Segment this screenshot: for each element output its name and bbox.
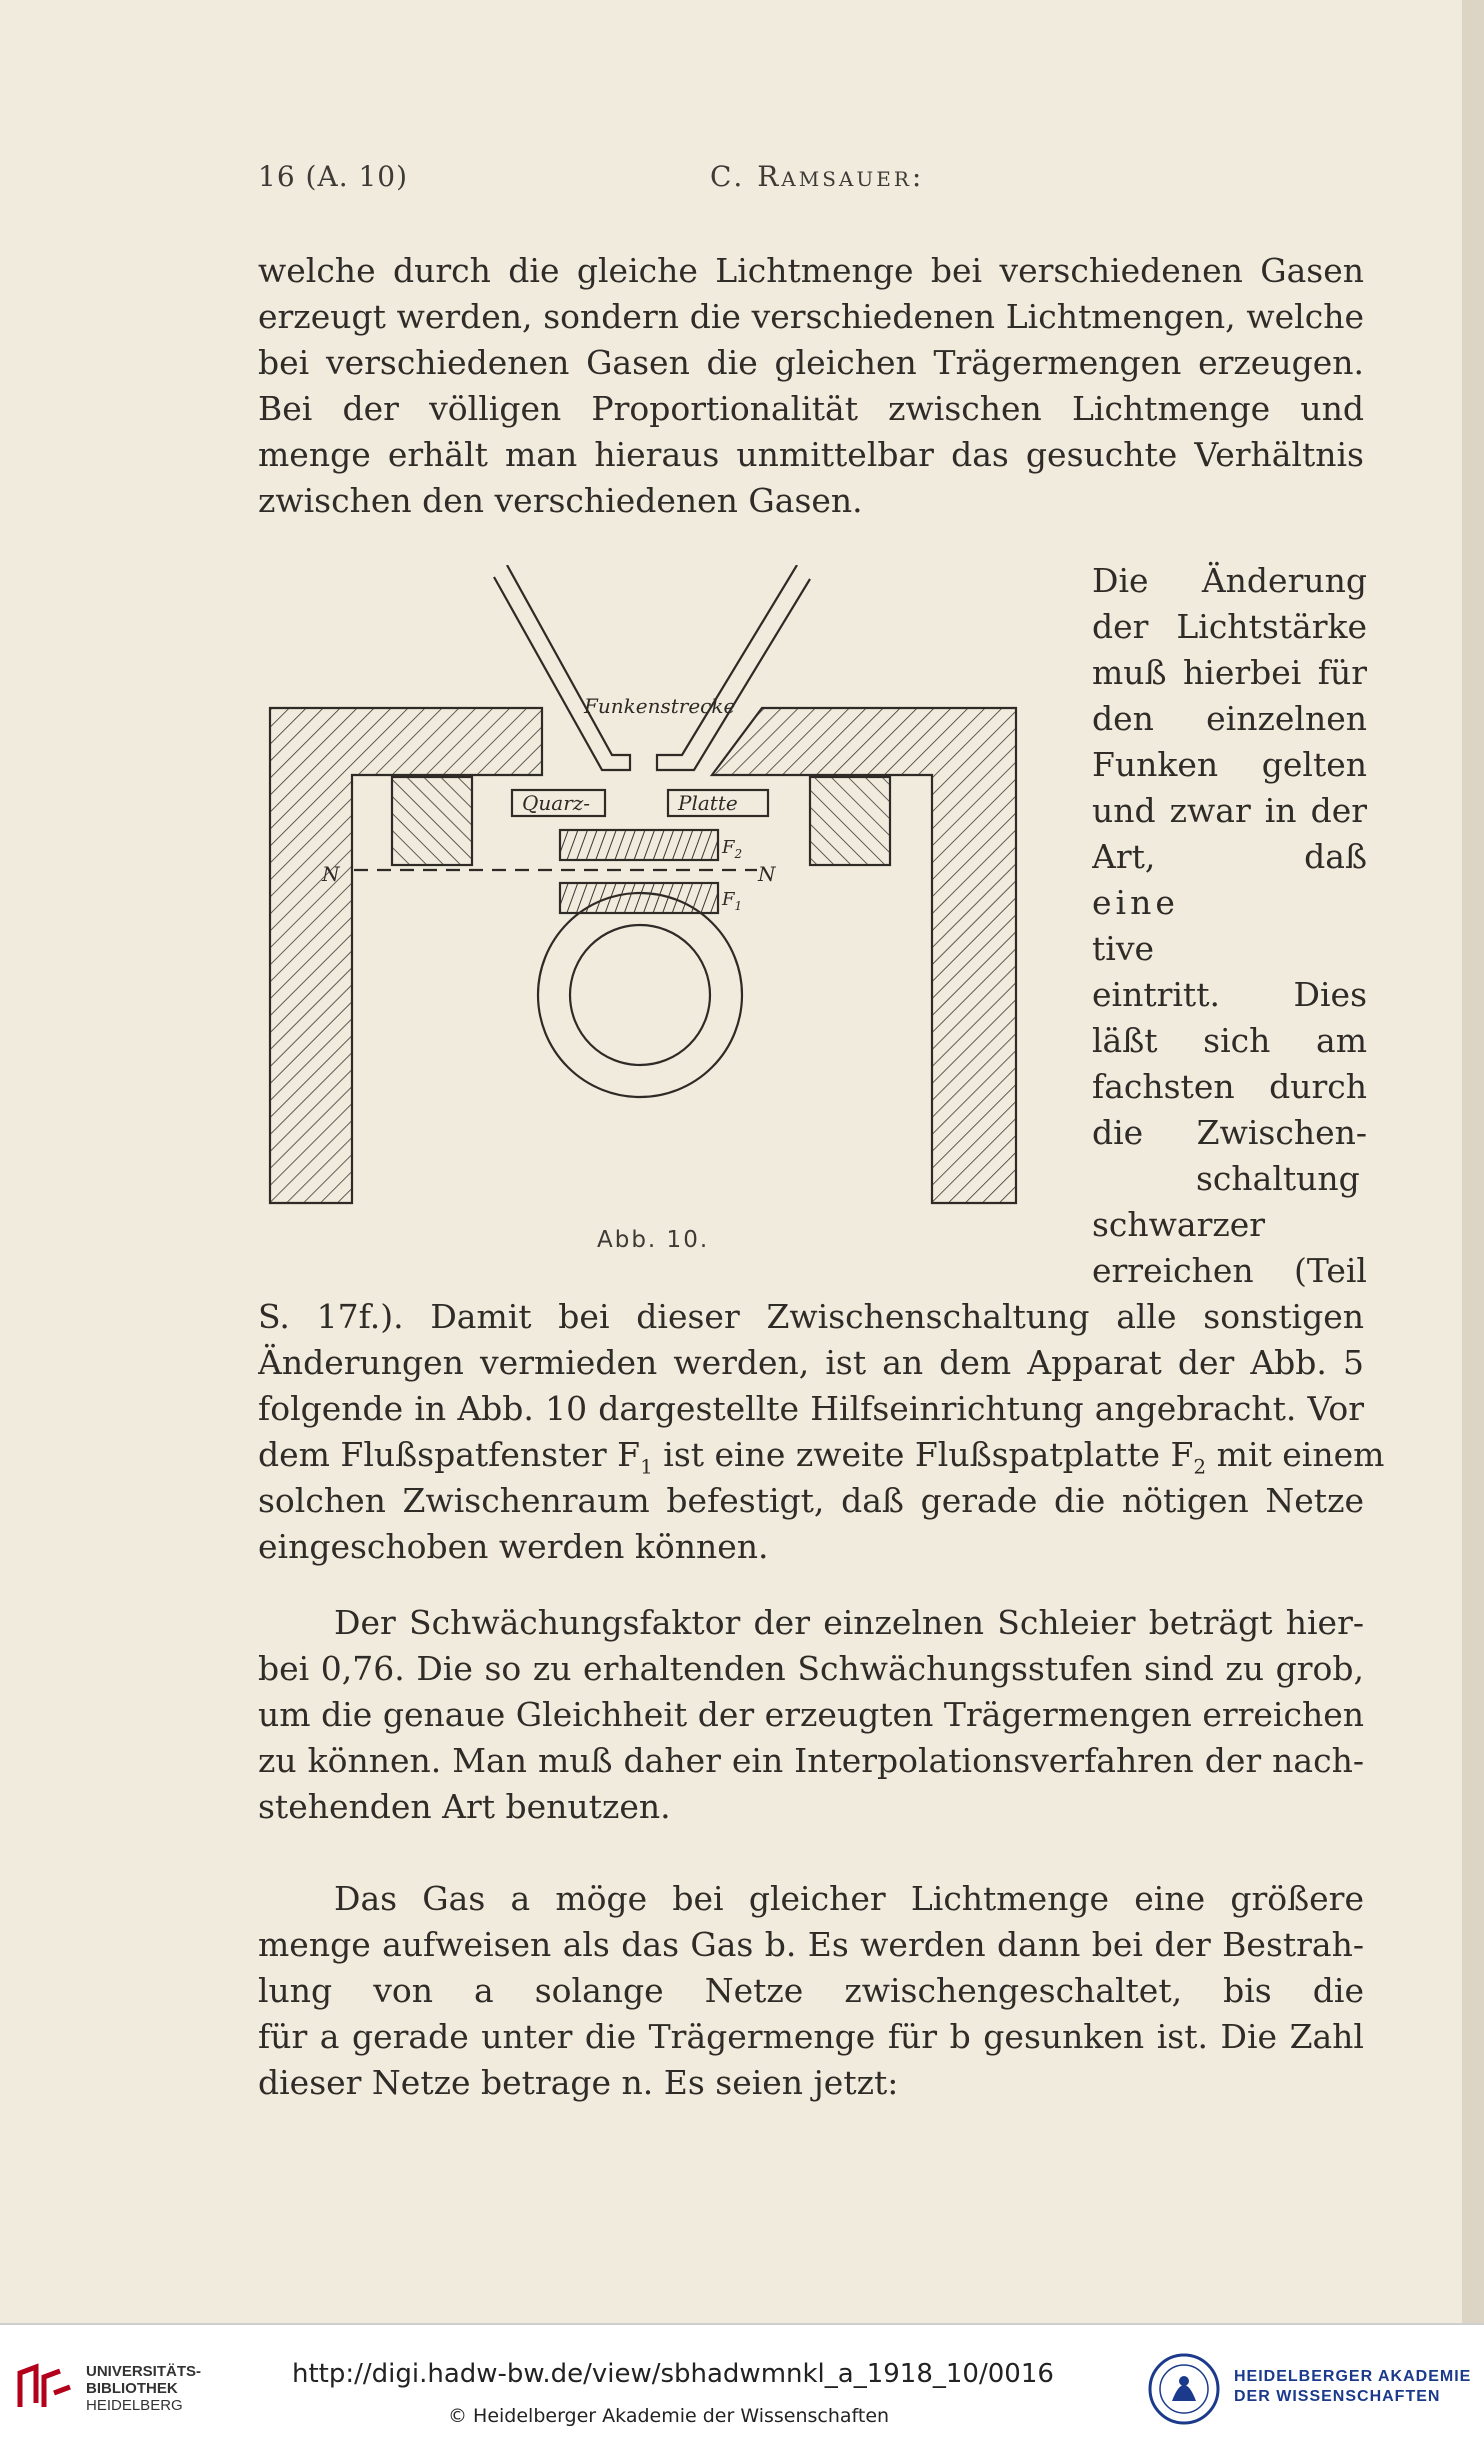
text-line: menge aufweisen als das Gas b. Es werden dann bei der Bestrah- [258,1925,1364,1964]
side-text-line: fachsten durch [1092,1067,1367,1106]
label-n-right: N [758,862,776,886]
text-line: folgende in Abb. 10 dargestellte Hilfseinrichtung angebracht. Vor [258,1389,1364,1428]
text-line: S. 17f.). Damit bei dieser Zwischenschaltung alle sonstigen [258,1297,1364,1336]
side-text-line: eintritt. Dies [1092,975,1367,1014]
side-text-line: schaltung [1196,1159,1360,1198]
permalink-url[interactable]: http://digi.hadw-bw.de/view/sbhadwmnkl_a_1918_10/0016 [292,2359,1054,2389]
text-line: solchen Zwischenraum befestigt, daß gerade die nötigen Netze [258,1481,1364,1520]
side-text-line: den einzelnen [1092,699,1367,738]
hadw-logo-text: HEIDELBERGER AKADEMIE DER WISSENSCHAFTEN [1234,2368,1472,2405]
side-text-line: die Zwischen- [1092,1113,1367,1152]
page-edge [1462,0,1484,2323]
side-text-line: und zwar in der [1092,791,1367,830]
text-line: lung von a solange Netze zwischengeschaltet, bis die [258,1971,1364,2010]
text-line: zwischen den verschiedenen Gasen. [258,481,863,520]
block-right [810,777,890,865]
side-text-line: erreichen (Teil [1092,1251,1367,1290]
footer-bar [0,2323,1484,2441]
side-text-line: Die Änderung [1092,561,1367,600]
running-header [258,160,1376,200]
text-line: erzeugt werden, sondern die verschiedenen Lichtmengen, welche [258,297,1364,336]
label-f1: $F_1$ [722,889,743,913]
label-platte: Platte [678,791,738,815]
text-line: für a gerade unter die Trägermenge für b gesunken ist. Die Zahl [258,2017,1364,2056]
figure-caption: Abb. 10. [597,1227,710,1253]
text-line: Änderungen vermieden werden, ist an dem Apparat der Abb. 5 [258,1343,1364,1382]
text-line: bei verschiedenen Gasen die gleichen Trägermengen erzeugen. [258,343,1364,382]
side-text-line: tive [1092,929,1154,968]
text-line-subscripts: dem Flußspatfenster $F_1$ ist eine zweite Flußspatplatte $F_2$ mit einem [258,1435,1385,1479]
ub-logo-text: UNIVERSITÄTS- BIBLIOTHEK HEIDELBERG [86,2363,202,2414]
side-text-line: schwarzer [1092,1205,1266,1244]
text-line: zu können. Man muß daher ein Interpolationsverfahren der nach- [258,1741,1364,1780]
ring-inner [570,925,710,1065]
page-number: 16 (A. 10) [258,160,409,193]
label-f2: $F_2$ [722,837,743,861]
ub-logo-icon [14,2363,76,2413]
label-n-left: N [322,862,340,886]
text-line: eingeschoben werden können. [258,1527,769,1566]
text-line: bei 0,76. Die so zu erhaltenden Schwächungsstufen sind zu grob, [258,1649,1364,1688]
plate-f2 [560,830,718,860]
side-text-line: der Lichtstärke [1092,607,1367,646]
side-text-line: Funken gelten [1092,745,1367,784]
block-left [392,777,472,865]
text-line: stehenden Art benutzen. [258,1787,671,1826]
text-line: Bei der völligen Proportionalität zwischen Lichtmenge und [258,389,1364,428]
text-line: Der Schwächungsfaktor der einzelnen Schleier beträgt hier- [334,1603,1364,1642]
side-text-line: muß hierbei für [1092,653,1367,692]
label-quarz: Quarz- [522,791,591,815]
side-text-line: Art, daß [1092,837,1367,876]
label-funkenstrecke: Funkenstrecke [584,694,736,718]
text-line: menge erhält man hieraus unmittelbar das gesuchte Verhältnis [258,435,1364,474]
text-line: Das Gas a möge bei gleicher Lichtmenge eine größere [334,1879,1364,1918]
copyright-notice: © Heidelberger Akademie der Wissenschaften [448,2405,890,2427]
hadw-seal-icon [1146,2351,1222,2427]
side-text-line: eine [1092,883,1179,922]
text-line: welche durch die gleiche Lichtmenge bei verschiedenen Gasen [258,251,1364,290]
apparatus-figure [262,565,1032,1225]
running-author: C. Ramsauer: [710,160,925,193]
ring-outer [538,893,742,1097]
side-text-line: läßt sich am [1092,1021,1367,1060]
text-line: um die genaue Gleichheit der erzeugten Trägermengen erreichen [258,1695,1364,1734]
text-line: dieser Netze betrage n. Es seien jetzt: [258,2063,899,2102]
